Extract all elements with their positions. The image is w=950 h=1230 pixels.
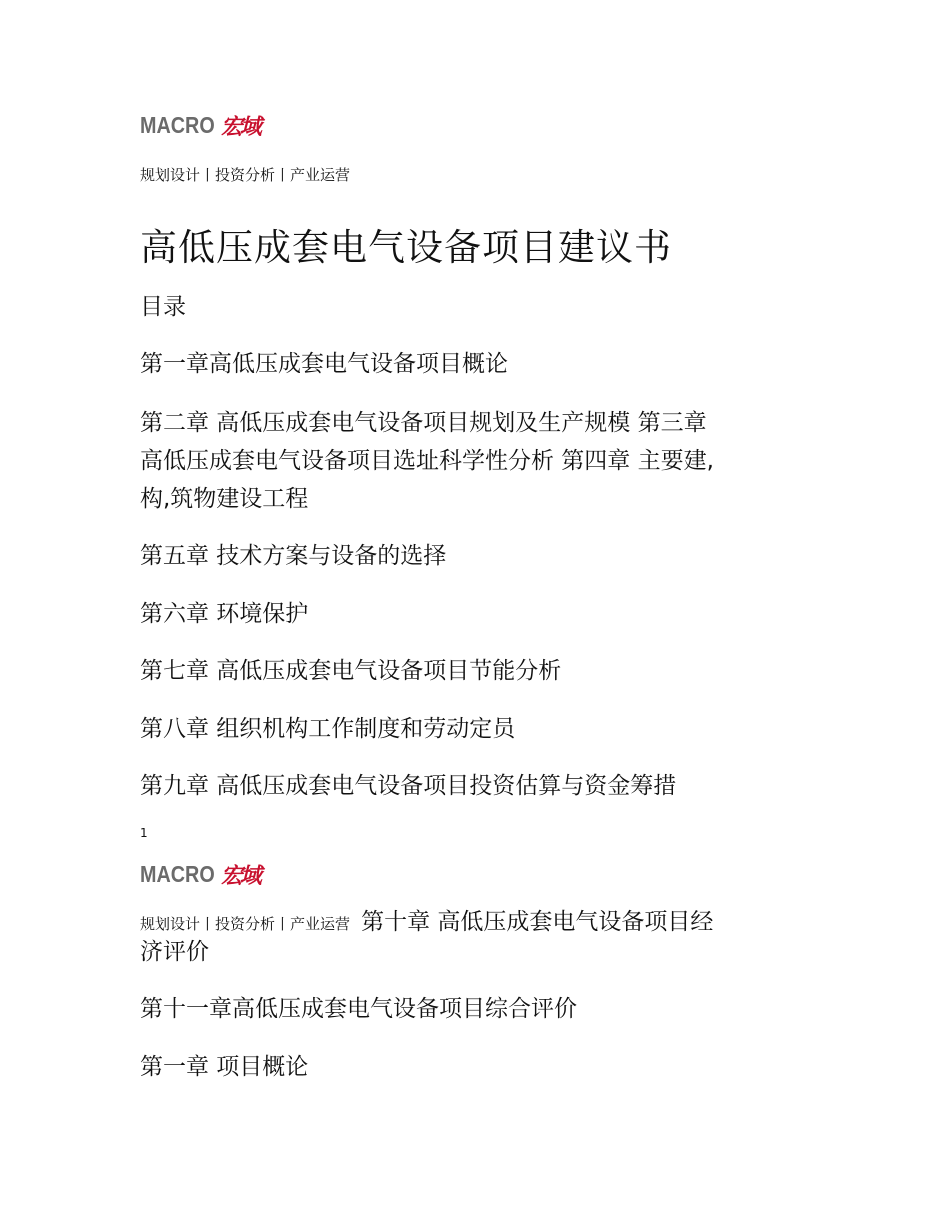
brand-logo-chinese: 宏域 (220, 863, 259, 889)
toc-item-ch11: 第十一章高低压成套电气设备项目综合评价 (140, 996, 577, 1022)
toc-item-ch5: 第五章 技术方案与设备的选择 (140, 543, 447, 569)
toc-item-ch8: 第八章 组织机构工作制度和劳动定员 (140, 716, 516, 742)
tagline-page2: 规划设计丨投资分析丨产业运营 (140, 915, 351, 933)
brand-logo-chinese: 宏域 (220, 114, 259, 140)
toc-item-ch9: 第九章 高低压成套电气设备项目投资估算与资金筹措 (140, 773, 677, 799)
toc-item-ch2-line3: 构,筑物建设工程 (140, 486, 309, 512)
toc-item-ch2-line2: 高低压成套电气设备项目选址科学性分析 第四章 主要建, (140, 448, 714, 474)
page-number: 1 (140, 826, 148, 840)
brand-logo-page2 (140, 860, 259, 888)
brand-logo-latin: MACRO (140, 860, 215, 887)
toc-item-ch1: 第一章高低压成套电气设备项目概论 (140, 351, 508, 377)
brand-logo-latin: MACRO (140, 111, 215, 138)
section-heading: 第一章 项目概论 (140, 1054, 309, 1080)
toc-item-ch2-line1: 第二章 高低压成套电气设备项目规划及生产规模 第三章 (140, 410, 707, 436)
toc-item-ch10-line2: 济评价 (140, 939, 209, 965)
brand-logo (140, 111, 259, 139)
tagline: 规划设计丨投资分析丨产业运营 (140, 166, 351, 184)
tagline-and-ch10 (140, 903, 713, 941)
document-title: 高低压成套电气设备项目建议书 (140, 226, 672, 269)
toc-item-ch6: 第六章 环境保护 (140, 601, 309, 627)
toc-heading: 目录 (140, 294, 186, 320)
toc-item-ch7: 第七章 高低压成套电气设备项目节能分析 (140, 658, 562, 684)
toc-item-ch10-line1: 第十章 高低压成套电气设备项目经 (361, 909, 714, 935)
